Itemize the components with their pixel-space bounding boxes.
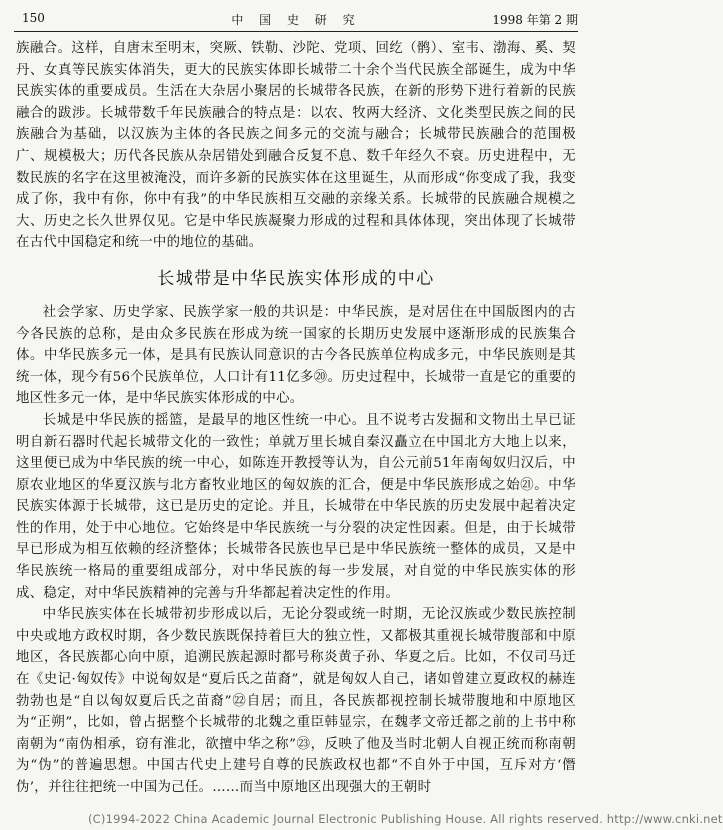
paragraph-4: 中华民族实体在长城带初步形成以后，无论分裂或统一时期，无论汉族或少数民族控制中央或地方政权时期，各少数民族既保持着巨大的独立性，又都极其重视长城带腹部和中原地区，各民族都心向中原，追溯民族起源时都号称炎黄子孙、华夏之后。比如，不仅司马迁在《史记·匈奴传》中说匈奴是“夏后氏之苗裔”，就是匈奴人自己，诸如曾建立夏政权的赫连勃勃也是“自以匈奴夏后氏之苗裔”㉒自居；而且，各民族都视控制长城带腹地和中原地区为“正朔”，比如，曾占据整个长城带的北魏之重臣韩显宗，在魏孝文帝迁都之前的上书中称南朝为“南伪相承，窃有淮北，欲擅中华之称”㉓，反映了他及当时北朝人自视正统而称南朝为“伪”的普遍思想。中国古代史上建号自尊的民族政权也都“不自外于中国，互斥对方‘僭伪’，并往往把统一中国为己任。……而当中原地区出现强大的王朝时 bbox=[16, 607, 576, 795]
paragraph-3: 长城是中华民族的摇篮，是最早的地区性统一中心。且不说考古发掘和文物出土早已证明自新石器时代起长城带文化的一致性；单就万里长城自秦汉矗立在中国北方大地上以来，这里便已成为中华民族的统一中心，如陈连开教授等认为，自公元前51年南匈奴归汉后，中原农业地区的华夏汉族与北方畜牧业地区的匈奴族的汇合，便是中华民族形成之始㉑。中华民族实体源于长城带，这已是历史的定论。并且，长城带在中华民族的历史发展中起着决定性的作用，处于中心地位。它始终是中华民族统一与分裂的决定性因素。但是，由于长城带早已形成为相互依赖的经济整体；长城带各民族也早已是中华民族统一整体的成员，又是中华民族统一格局的重要组成部分，对中华民族的每一步发展，对自觉的中华民族实体的形成、稳定，对中华民族精神的完善与升华都起着决定性的作用。 bbox=[16, 412, 576, 601]
header-rule bbox=[14, 31, 578, 32]
journal-title: 中 国 史 研 究 bbox=[231, 13, 361, 27]
page-header bbox=[14, 8, 578, 30]
page-number: 150 bbox=[22, 11, 45, 25]
issue-label: 1998 年第 2 期 bbox=[492, 13, 578, 27]
article-body bbox=[16, 38, 576, 799]
copyright-footer: (C)1994-2022 China Academic Journal Electronic Publishing House. All rights reserved. http://www.cnki.net bbox=[88, 812, 723, 826]
paragraph-2: 社会学家、历史学家、民族学家一般的共识是：中华民族，是对居住在中国版图内的古今各民族的总称，是由众多民族在形成为统一国家的长期历史发展中逐渐形成的民族集合体。中华民族多元一体，是具有民族认同意识的古今各民族单位构成多元，中华民族则是其统一体，现今有56个民族单位，人口计有11亿多⑳。历史过程中，长城带一直是它的重要的地区性多元一体，是中华民族实体形成的中心。 bbox=[16, 304, 576, 407]
paragraph-1: 族融合。这样，自唐末至明末，突厥、铁勒、沙陀、党项、回纥（鹘）、室韦、渤海、奚、契丹、女真等民族实体消失，更大的民族实体即长城带二十余个当代民族全部诞生，成为中华民族实体的重要成员。生活在大杂居小聚居的长城带各民族，在新的形势下进行着新的民族融合的跋涉。长城带数千年民族融合的特点是：以农、牧两大经济、文化类型民族之间的民族融合为基础，以汉族为主体的各民族之间多元的交流与融合；长城带民族融合的范围极广、规模极大；历代各民族从杂居错处到融合反复不息、数千年经久不衰。历史进程中，无数民族的名字在这里被淹没，而许多新的民族实体在这里诞生，从而形成“你变成了我，我变成了你，我中有你，你中有我”的中华民族相互交融的亲缘关系。长城带的民族融合规模之大、历史之长久世界仅见。它是中华民族凝聚力形成的过程和具体体现，突出体现了长城带在古代中国稳定和统一中的地位的基础。 bbox=[16, 41, 576, 251]
section-heading: 长城带是中华民族实体形成的中心 bbox=[157, 268, 435, 289]
